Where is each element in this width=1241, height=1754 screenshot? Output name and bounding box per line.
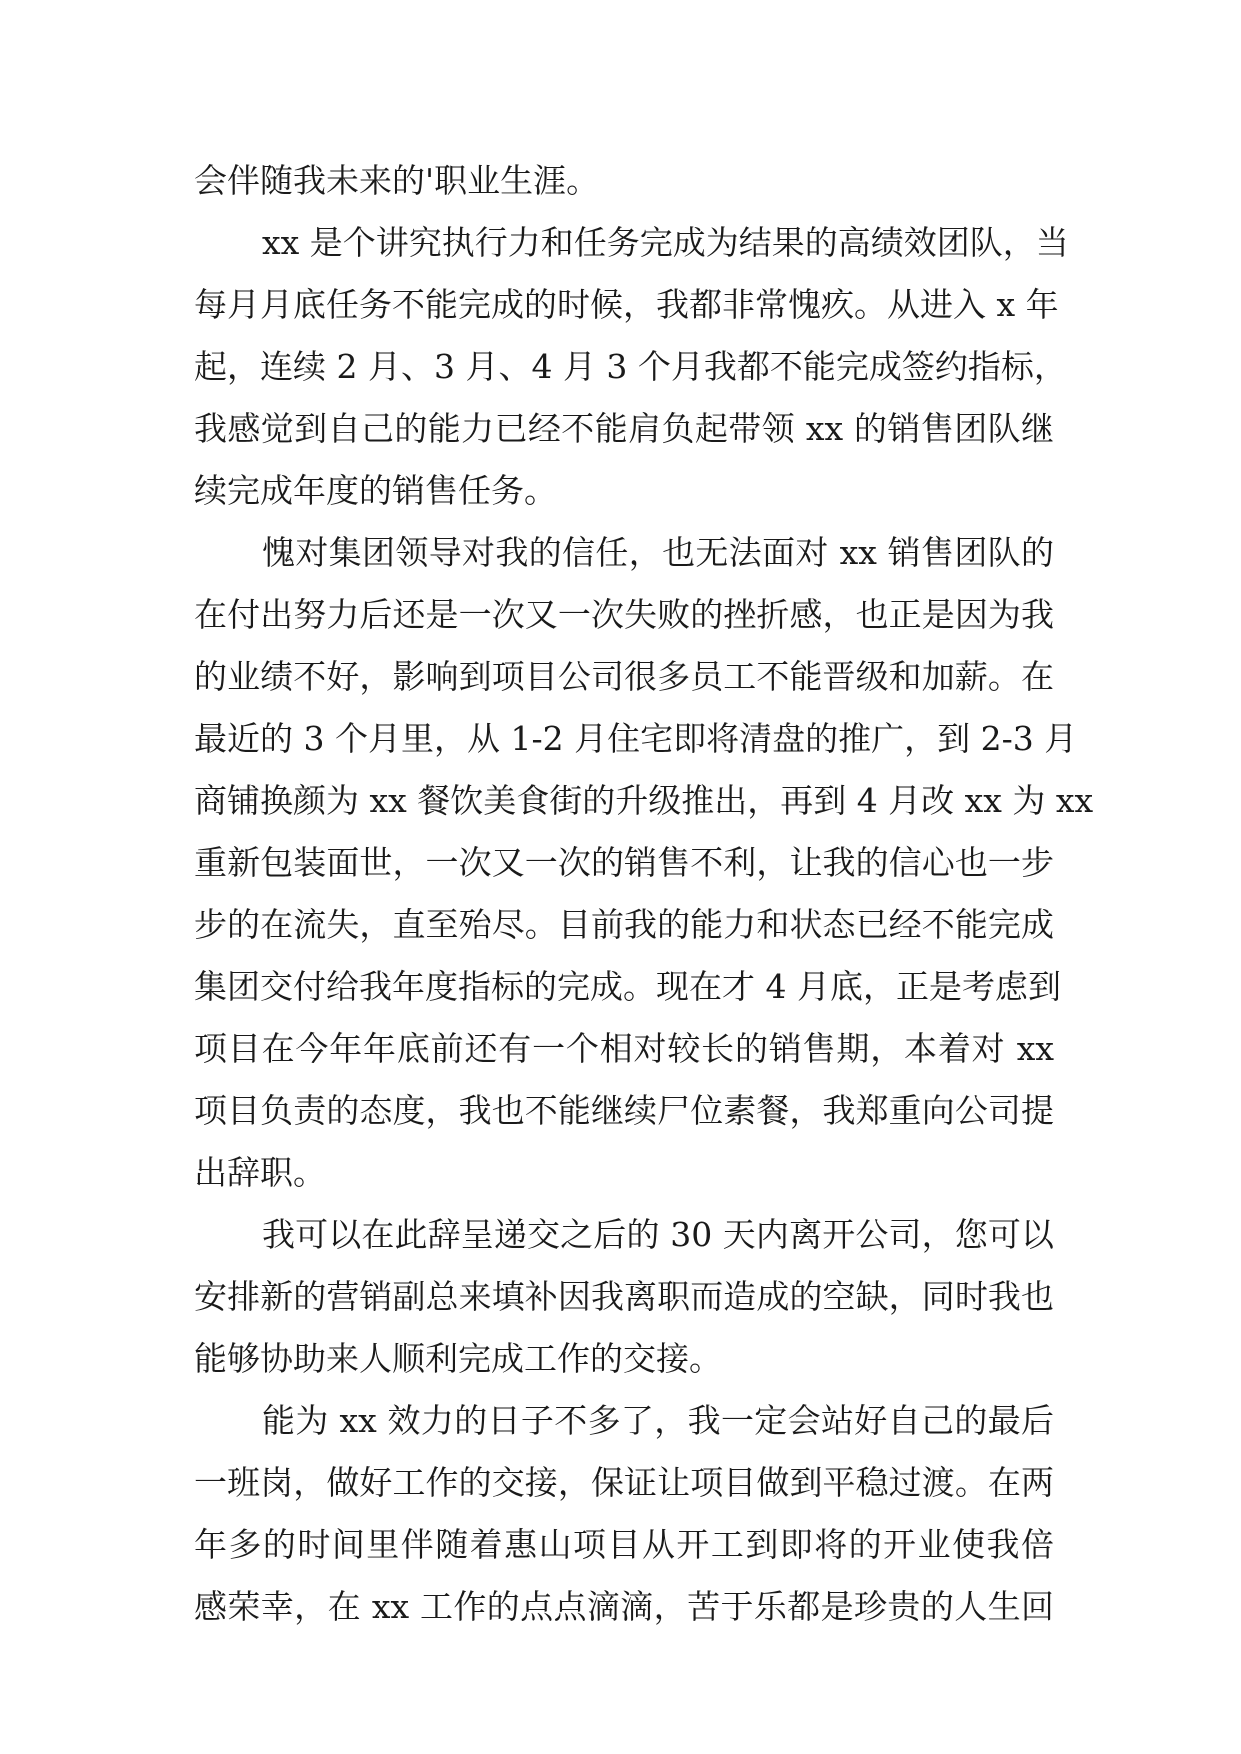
text-line: 一班岗，做好工作的交接，保证让项目做到平稳过渡。在两 (194, 1463, 1054, 1502)
document-page (194, 150, 1094, 1638)
text-line: 集团交付给我年度指标的完成。现在才 4 月底，正是考虑到 (194, 967, 1061, 1006)
text-line: 步的在流失，直至殆尽。目前我的能力和状态已经不能完成 (194, 905, 1054, 944)
text-line: 愧对集团领导对我的信任，也无法面对 xx 销售团队的 (262, 533, 1054, 572)
text-line: 项目在今年年底前还有一个相对较长的销售期，本着对 xx (194, 1029, 1054, 1068)
text-line: 我可以在此辞呈递交之后的 30 天内离开公司，您可以 (262, 1215, 1054, 1254)
text-line: 会伴随我未来的'职业生涯。 (194, 161, 600, 200)
text-line: 我感觉到自己的能力已经不能肩负起带领 xx 的销售团队继 (194, 409, 1054, 448)
text-line: 的业绩不好，影响到项目公司很多员工不能晋级和加薪。在 (194, 657, 1054, 696)
text-line: 项目负责的态度，我也不能继续尸位素餐，我郑重向公司提 (194, 1091, 1054, 1130)
text-line: 续完成年度的销售任务。 (194, 471, 557, 510)
text-line: 能为 xx 效力的日子不多了，我一定会站好自己的最后 (262, 1401, 1054, 1440)
text-line: 每月月底任务不能完成的时候，我都非常愧疚。从进入 x 年 (194, 285, 1059, 324)
paragraph (194, 1204, 1054, 1390)
text-line: 安排新的营销副总来填补因我离职而造成的空缺，同时我也 (194, 1277, 1054, 1316)
text-line: 能够协助来人顺利完成工作的交接。 (194, 1339, 722, 1378)
text-line: 商铺换颜为 xx 餐饮美食街的升级推出，再到 4 月改 xx 为 xx (194, 781, 1094, 820)
text-line: 在付出努力后还是一次又一次失败的挫折感，也正是因为我 (194, 595, 1054, 634)
text-line: 重新包装面世，一次又一次的销售不利，让我的信心也一步 (194, 843, 1054, 882)
text-line: xx 是个讲究执行力和任务完成为结果的高绩效团队，当 (262, 223, 1069, 262)
paragraph (194, 1390, 1054, 1638)
text-line: 出辞职。 (194, 1153, 326, 1192)
paragraph (194, 150, 1054, 212)
text-line: 感荣幸，在 xx 工作的点点滴滴，苦于乐都是珍贵的人生回 (194, 1587, 1054, 1626)
text-line: 年多的时间里伴随着惠山项目从开工到即将的开业使我倍 (194, 1525, 1054, 1564)
text-line: 最近的 3 个月里，从 1-2 月住宅即将清盘的推广，到 2-3 月 (194, 719, 1078, 758)
paragraph (194, 522, 1094, 1204)
paragraph (194, 212, 1069, 522)
text-line: 起，连续 2 月、3 月、4 月 3 个月我都不能完成签约指标， (194, 347, 1067, 386)
